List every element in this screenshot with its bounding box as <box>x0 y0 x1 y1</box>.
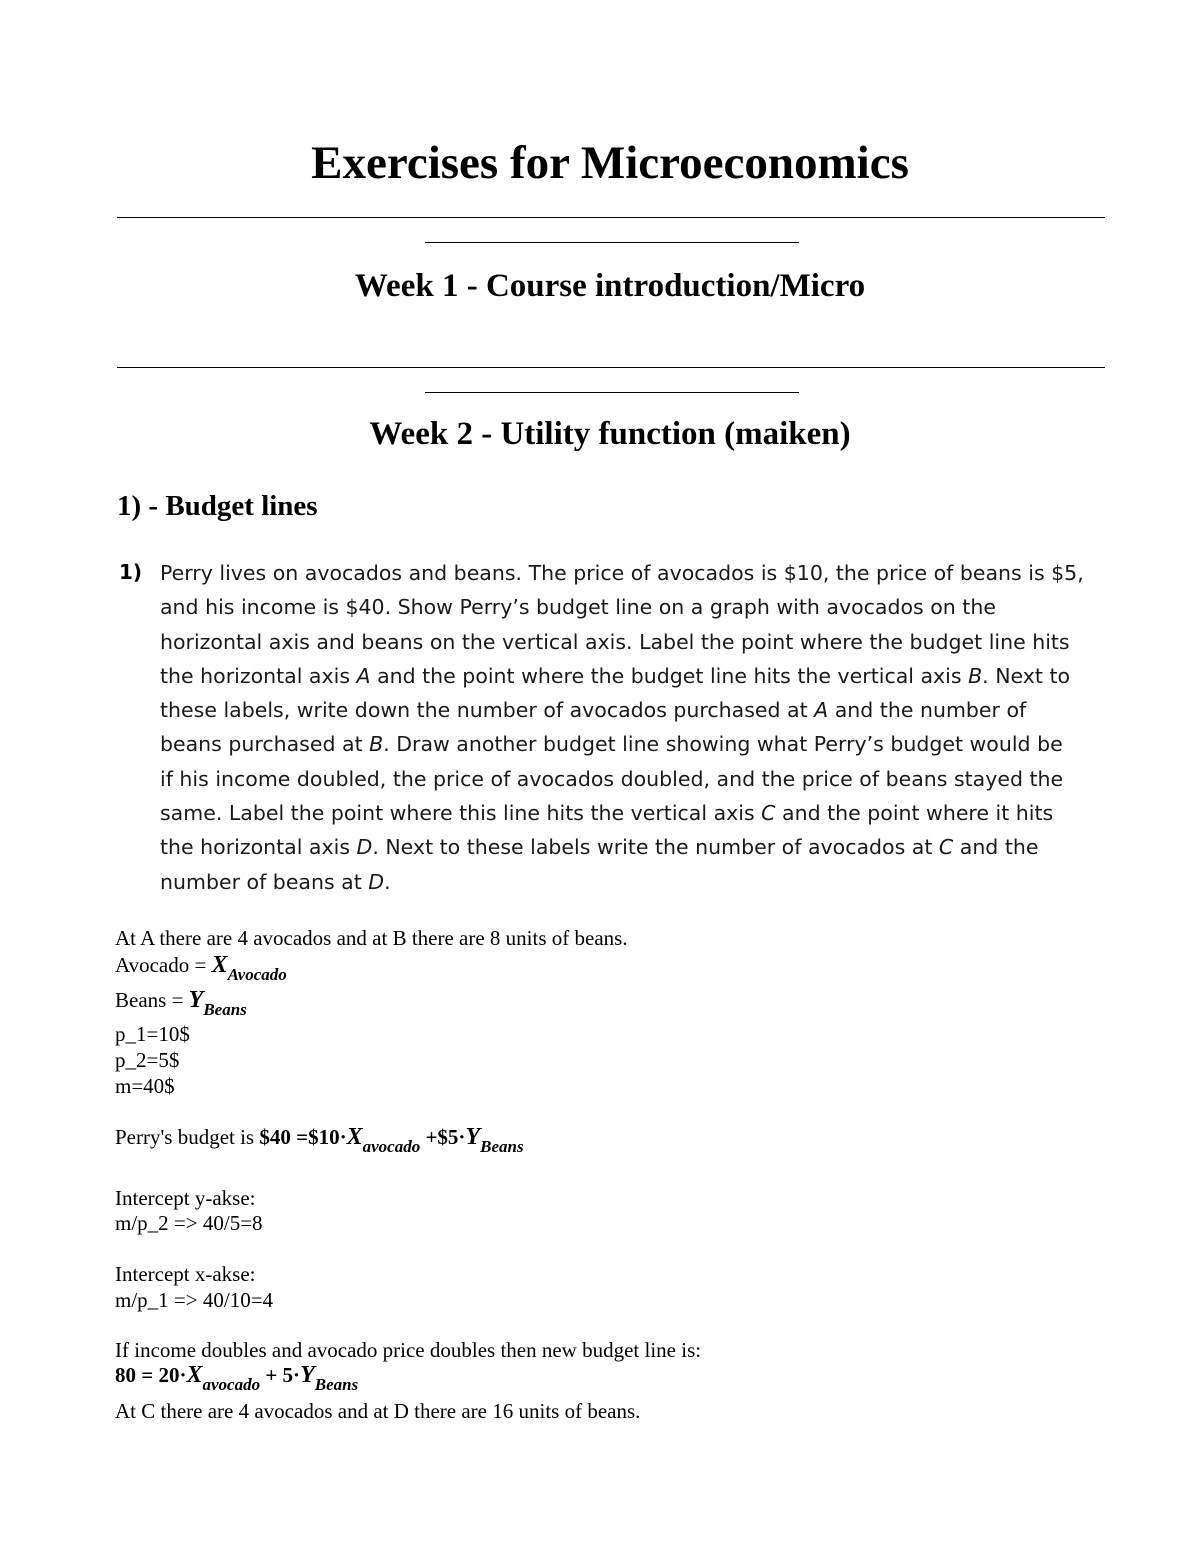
beans-label: Beans = <box>115 988 189 1012</box>
question-text <box>160 556 1105 899</box>
answer-ab: At A there are 4 avocados and at B there are 8 units of beans. <box>115 926 628 950</box>
budget-y-sub: Beans <box>480 1137 524 1156</box>
price-2: p_2=5$ <box>115 1048 180 1072</box>
horizontal-rule <box>117 367 1105 368</box>
budget-label: Perry's budget is <box>115 1125 260 1149</box>
question-line: and his income is $40. Show Perry’s budget line on a graph with avocados on the <box>160 595 996 620</box>
budget-y-var: Y <box>465 1124 481 1150</box>
question-line: if his income doubled, the price of avocados doubled, and the price of beans stayed the <box>160 766 1064 791</box>
avocado-label: Avocado = <box>115 953 212 977</box>
income: m=40$ <box>115 1074 175 1098</box>
document-title: Exercises for Microeconomics <box>311 137 909 189</box>
beans-variable: Y <box>188 987 204 1013</box>
new-x-sub: avocado <box>202 1375 261 1394</box>
intercept-y-label: Intercept y-akse: <box>115 1186 256 1210</box>
beans-definition <box>115 987 247 1019</box>
intercept-x-calc: m/p_1 => 40/10=4 <box>115 1288 274 1312</box>
new-budget-equation <box>115 1362 359 1394</box>
question-line: the horizontal axis A and the point where the budget line hits the vertical axis B. Next to <box>160 663 1071 688</box>
short-rule <box>425 242 799 243</box>
question-line: horizontal axis and beans on the vertical axis. Label the point where the budget line hits <box>160 629 1070 654</box>
beans-subscript: Beans <box>203 1000 247 1019</box>
question-line: same. Label the point where this line hits the vertical axis C and the point where it hits <box>160 801 1054 826</box>
avocado-variable: X <box>211 952 228 978</box>
price-1: p_1=10$ <box>115 1022 190 1046</box>
question-line: these labels, write down the number of avocados purchased at A and the number of <box>160 698 1027 723</box>
avocado-definition <box>115 952 287 984</box>
question-number: 1) <box>119 560 143 584</box>
question-line: number of beans at D. <box>160 869 391 894</box>
avocado-subscript: Avocado <box>227 965 287 984</box>
new-y-var: Y <box>300 1362 315 1388</box>
answer-cd: At C there are 4 avocados and at D there are 16 units of beans. <box>115 1399 641 1423</box>
budget-x-sub: avocado <box>362 1137 421 1156</box>
week1-heading: Week 1 - Course introduction/Micro <box>354 268 866 304</box>
budget-lhs: $40 =$10· <box>259 1125 347 1149</box>
intercept-x-label: Intercept x-akse: <box>115 1262 256 1286</box>
section-heading: 1) - Budget lines <box>117 490 318 522</box>
new-y-sub: Beans <box>314 1375 359 1394</box>
question-line: Perry lives on avocados and beans. The price of avocados is $10, the price of beans is $5, <box>160 561 1084 585</box>
budget-plus: +$5· <box>420 1125 466 1149</box>
intercept-y-calc: m/p_2 => 40/5=8 <box>115 1211 263 1235</box>
week2-heading: Week 2 - Utility function (maiken) <box>369 416 851 452</box>
question-line: the horizontal axis D. Next to these labels write the number of avocados at C and the <box>160 835 1039 860</box>
new-lhs: 80 = 20· <box>115 1363 187 1387</box>
short-rule <box>425 392 799 393</box>
new-budget-text: If income doubles and avocado price doubles then new budget line is: <box>115 1338 702 1362</box>
new-x-var: X <box>186 1362 203 1388</box>
budget-x-var: X <box>346 1124 363 1150</box>
budget-equation <box>115 1124 524 1156</box>
horizontal-rule <box>117 217 1105 218</box>
question-line: beans purchased at B. Draw another budget line showing what Perry’s budget would be <box>160 732 1063 757</box>
new-plus: + 5· <box>260 1363 301 1387</box>
